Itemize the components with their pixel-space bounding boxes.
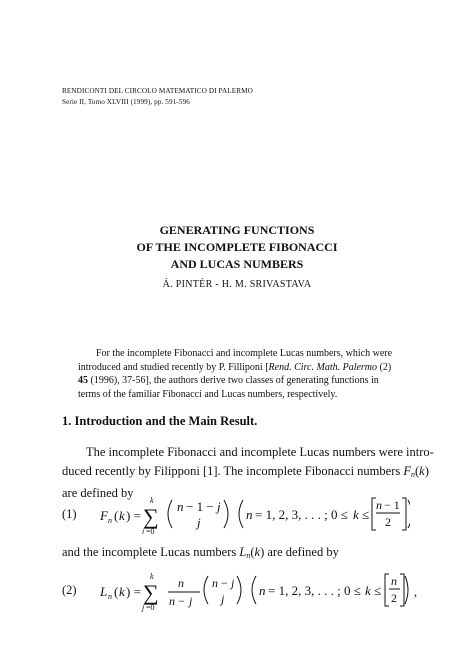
svg-text:−: −	[221, 576, 228, 590]
svg-text:j: j	[142, 603, 145, 612]
svg-text:k: k	[119, 508, 125, 523]
title-line-3: AND LUCAS NUMBERS	[170, 257, 304, 271]
svg-text:(: (	[114, 508, 119, 523]
abstract-line-4: terms of the familiar Fibonacci and Lucas numbers, respectively.	[78, 388, 338, 400]
svg-text:j: j	[189, 594, 193, 608]
svg-text:n: n	[376, 498, 382, 512]
svg-text:≤: ≤	[362, 507, 370, 522]
paragraph-1-line-3: are defined by	[62, 486, 134, 500]
svg-text:=0: =0	[146, 603, 155, 612]
svg-text:=0: =0	[146, 527, 155, 534]
equation-2-comma: ,	[414, 585, 418, 599]
paragraph-2-line-1: and the incomplete Lucas numbers $L_n(k)$ are defined by	[62, 545, 339, 560]
paper-title	[0, 222, 474, 273]
svg-text:j: j	[231, 576, 235, 590]
equation-1	[100, 494, 410, 538]
svg-text:∑: ∑	[143, 504, 159, 529]
svg-text:n: n	[177, 499, 184, 514]
svg-text:n: n	[246, 507, 253, 522]
svg-text:k: k	[353, 507, 359, 522]
abstract-line-1: For the incomplete Fibonacci and incomplete Lucas numbers, which were	[96, 348, 393, 359]
paragraph-1-line-1: The incomplete Fibonacci and incomplete Lucas numbers were intro-	[86, 445, 434, 459]
paragraph-1-line-2: duced recently by Filipponi [1]. The incomplete Fibonacci numbers $F_n(k)$	[62, 464, 429, 479]
svg-text:j: j	[221, 592, 225, 606]
title-line-1: GENERATING FUNCTIONS	[159, 223, 315, 237]
equation-1-formula	[100, 494, 410, 534]
equation-2	[100, 570, 412, 616]
svg-text:(: (	[114, 584, 119, 599]
title-line-2: OF THE INCOMPLETE FIBONACCI	[136, 240, 338, 254]
abstract-line-2: introduced and studied recently by P. Filliponi [Rend. Circ. Math. Palermo (2)	[78, 361, 392, 373]
svg-text:= 1, 2, 3, . . . ; 0 ≤: = 1, 2, 3, . . . ; 0 ≤	[268, 583, 361, 598]
svg-text:n: n	[108, 516, 112, 525]
abstract-line-3: 45 (1996), 37-56], the authors derive two classes of generating functions in	[78, 375, 379, 386]
authors: Á. PINTÉR - H. M. SRIVASTAVA	[162, 279, 312, 290]
equation-2-formula	[100, 570, 412, 612]
svg-text:k: k	[150, 572, 154, 581]
paragraph-2	[62, 543, 408, 565]
svg-text:j: j	[142, 527, 145, 534]
svg-text:∑: ∑	[143, 580, 159, 605]
svg-text:n: n	[108, 592, 112, 601]
svg-text:j: j	[217, 499, 221, 514]
equation-2-label: (2)	[62, 583, 77, 597]
equation-1-label: (1)	[62, 507, 77, 521]
svg-text:n: n	[178, 576, 184, 590]
svg-text:F: F	[100, 508, 108, 523]
journal-issue: Serie II, Tomo XLVIII (1999), pp. 591-596	[62, 97, 190, 106]
svg-text:n: n	[169, 594, 175, 608]
journal-header	[62, 86, 253, 107]
svg-text:= 1, 2, 3, . . . ; 0 ≤: = 1, 2, 3, . . . ; 0 ≤	[255, 507, 348, 522]
svg-text:L: L	[100, 584, 108, 599]
svg-text:n: n	[391, 574, 397, 588]
abstract	[78, 347, 412, 401]
svg-text:−: −	[178, 594, 185, 608]
svg-text:n: n	[259, 583, 266, 598]
journal-name: RENDICONTI DEL CIRCOLO MATEMATICO DI PALERMO	[62, 87, 253, 95]
svg-text:2: 2	[385, 515, 391, 529]
svg-text:k: k	[365, 583, 371, 598]
svg-text:j: j	[197, 515, 201, 530]
svg-text:) =: ) =	[126, 584, 141, 599]
section-heading: 1. Introduction and the Main Result.	[62, 414, 258, 428]
svg-text:) =: ) =	[126, 508, 141, 523]
svg-text:− 1: − 1	[384, 498, 400, 512]
svg-text:k: k	[150, 496, 154, 505]
svg-text:k: k	[119, 584, 125, 599]
svg-text:n: n	[212, 576, 218, 590]
svg-text:2: 2	[391, 591, 397, 605]
svg-text:≤: ≤	[374, 583, 382, 598]
svg-text:− 1 −: − 1 −	[186, 499, 214, 514]
